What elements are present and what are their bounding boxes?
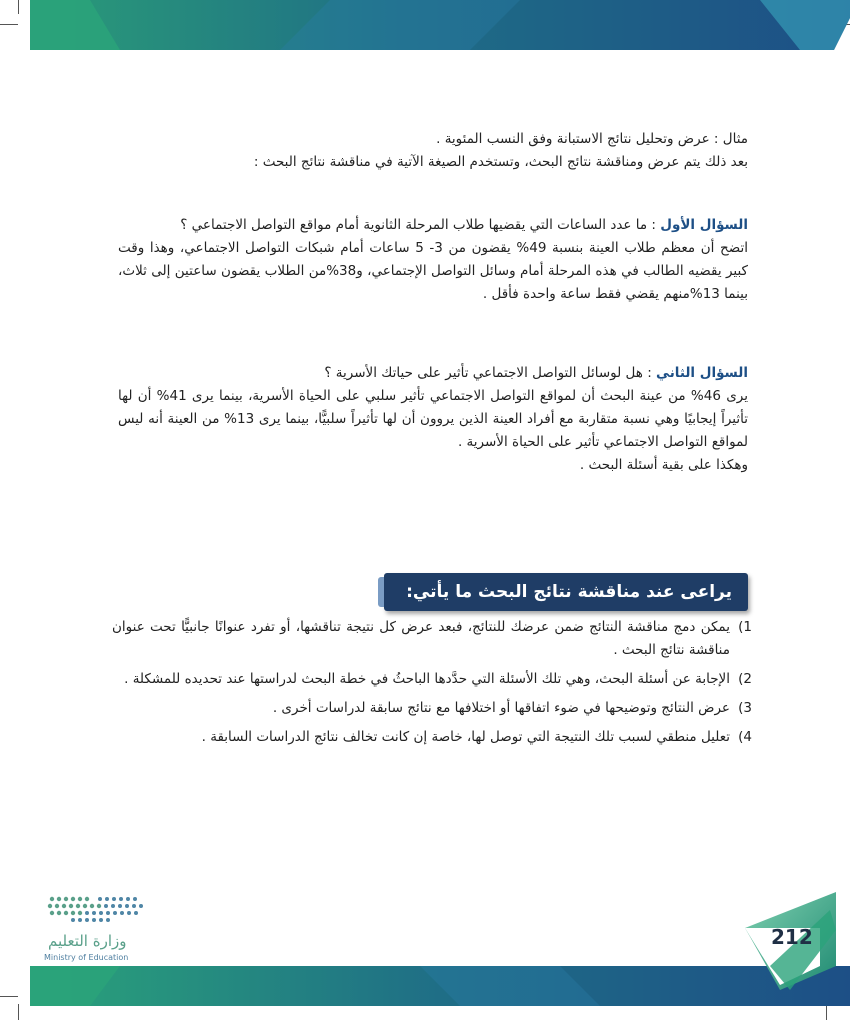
ministry-name-arabic: وزارة التعليم: [48, 932, 127, 950]
list-text: الإجابة عن أسئلة البحث، وهي تلك الأسئلة التي حدَّدها الباحثُ في خطة البحث لدراستها عند تحديده للمشكلة .: [124, 671, 730, 687]
list-text: تعليل منطقي لسبب تلك النتيجة التي توصل لها، خاصة إن كانت تخالف نتائج الدراسات السابقة .: [201, 729, 730, 745]
section-heading: يراعى عند مناقشة نتائج البحث ما يأتي:: [384, 573, 748, 611]
closing-line: وهكذا على بقية أسئلة البحث .: [579, 457, 748, 473]
list-number: 2): [738, 671, 752, 687]
answer-paragraph: يرى 46% من عينة البحث أن لمواقع التواصل الاجتماعي تأثير سلبي على الحياة الأسرية، بينما يرى 41% أن لها تأثيراً إيجابيًا وهي نسبة متقاربة مع أفراد العينة الذين يروون أن لها تأثيراً سلبيًّا، بينما يرى 13% من العينة أنه ليس لمواقع التواصل الاجتماعي تأثير على الحياة الأسرية .: [118, 388, 748, 450]
question-text: : هل لوسائل التواصل الاجتماعي تأثير على حياتك الأسرية ؟: [324, 365, 652, 381]
question-line: [118, 362, 748, 385]
list-item: [112, 668, 752, 691]
question-label: السؤال الثاني: [656, 365, 748, 381]
question-block: [118, 362, 748, 477]
list-number: 4): [738, 729, 752, 745]
list-item: [112, 616, 752, 662]
list-item: [112, 697, 752, 720]
answer-paragraph: اتضح أن معظم طلاب العينة بنسبة 49% يقضون من 3- 5 ساعات أمام شبكات التواصل الاجتماعي، وهذا وقت كبير يقضيه الطالب في هذه المرحلة أمام وسائل التواصل الإجتماعي، و38%من الطلاب يقضون ساعتين إلى ثلاث، بينما 13%منهم يقضي فقط ساعة واحدة فأقل .: [118, 240, 748, 302]
question-line: [118, 214, 748, 237]
list-text: يمكن دمج مناقشة النتائج ضمن عرضك للنتائج، فبعد عرض كل نتيجة تناقشها، أو تفرد عنوانًا جانبيًّا تحت عنوان مناقشة نتائج البحث .: [112, 619, 730, 658]
header-band: [0, 0, 850, 62]
question-text: : ما عدد الساعات التي يقضيها طلاب المرحلة الثانوية أمام مواقع التواصل الاجتماعي ؟: [180, 217, 656, 233]
list-number: 3): [738, 700, 752, 716]
page-number: 212: [771, 925, 813, 949]
question-block: [118, 214, 748, 306]
question-label: السؤال الأول: [660, 217, 748, 233]
list-item: [112, 726, 752, 749]
ministry-name-english: Ministry of Education: [44, 953, 129, 962]
intro-line: بعد ذلك يتم عرض ومناقشة نتائج البحث، وتستخدم الصيغة الآتية في مناقشة نتائج البحث :: [253, 154, 748, 170]
list-text: عرض النتائج وتوضيحها في ضوء اتفاقها أو اختلافها مع نتائج سابقة لدراسات أخرى .: [272, 700, 730, 716]
list-number: 1): [738, 619, 752, 635]
intro-block: [118, 128, 748, 174]
intro-line: مثال : عرض وتحليل نتائج الاستبانة وفق النسب المئوية .: [436, 131, 748, 147]
guidelines-list: [112, 616, 752, 755]
footer-band: [0, 880, 850, 1020]
